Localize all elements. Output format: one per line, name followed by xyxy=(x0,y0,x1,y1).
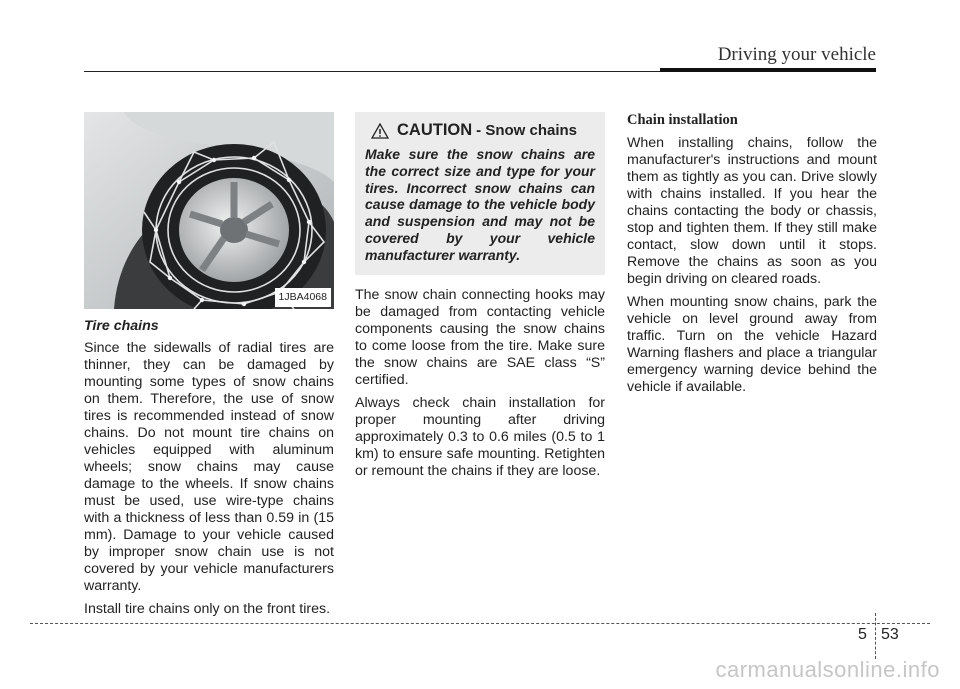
footer-separator xyxy=(875,613,876,659)
body-paragraph: The snow chain connecting hooks may be damaged from contacting vehicle components causing the snow chains to come loose from the tire. Make sure the snow chains are SAE class “S” certified. xyxy=(355,287,605,388)
left-column xyxy=(84,112,334,624)
body-paragraph: Install tire chains only on the front tires. xyxy=(84,601,331,617)
chapter-number: 5 xyxy=(858,626,867,643)
section-title: Tire chains xyxy=(84,318,159,334)
caution-box xyxy=(355,112,605,275)
footer-rule xyxy=(30,623,930,624)
caution-topic: - Snow chains xyxy=(476,122,578,139)
page-number: 53 xyxy=(881,626,899,643)
body-paragraph: When installing chains, follow the manufacturer's instructions and mount them as tightly as you can. Drive slowly with chains installed. If you hear the chains contacting the body or chassis, stop and tighten them. If they still make contact, slow down until it stops. Remove the chains as soon as you begin driving on cleared roads. xyxy=(627,135,877,287)
tire-chain-figure xyxy=(84,112,334,309)
caution-header xyxy=(365,122,595,139)
subsection-heading: Chain installation xyxy=(627,112,738,128)
body-paragraph: When mounting snow chains, park the vehicle on level ground away from traffic. Turn on the vehicle Hazard Warning flashers and place a triangular emergency warning device behind the vehicle if available. xyxy=(627,294,877,395)
header-title: Driving your vehicle xyxy=(717,44,876,65)
header-rule-accent xyxy=(660,68,876,72)
caution-label: CAUTION xyxy=(397,121,473,139)
warning-triangle-icon xyxy=(371,123,389,139)
body-paragraph: Since the sidewalls of radial tires are thinner, they can be damaged by mounting some types of snow chains on them. Therefore, the use of snow tires is recommended instead of snow chains. Do not mount tire chains on vehicles equipped with aluminum wheels; snow chains may cause damage to the wheels. If snow chains must be used, use wire-type chains with a thickness of less than 0.59 in (15 mm). Damage to your vehicle caused by improper snow chain use is not covered by your vehicle manufacturers warranty. xyxy=(84,340,334,594)
middle-column xyxy=(355,112,605,486)
tire-chain-illustration xyxy=(84,112,334,309)
right-column xyxy=(627,112,877,402)
figure-code: 1JBA4068 xyxy=(275,288,331,307)
caution-text: Make sure the snow chains are the correct size and type for your tires. Incorrect snow chains can cause damage to the vehicle body and suspension and may not be covered by your vehicle manufacturer warranty. xyxy=(365,146,595,263)
body-paragraph: Always check chain installation for proper mounting after driving approximately 0.3 to 0.6 miles (0.5 to 1 km) to ensure safe mounting. Retighten or remount the chains if they are loose. xyxy=(355,395,605,479)
watermark: carmanualsonline.info xyxy=(715,657,940,682)
